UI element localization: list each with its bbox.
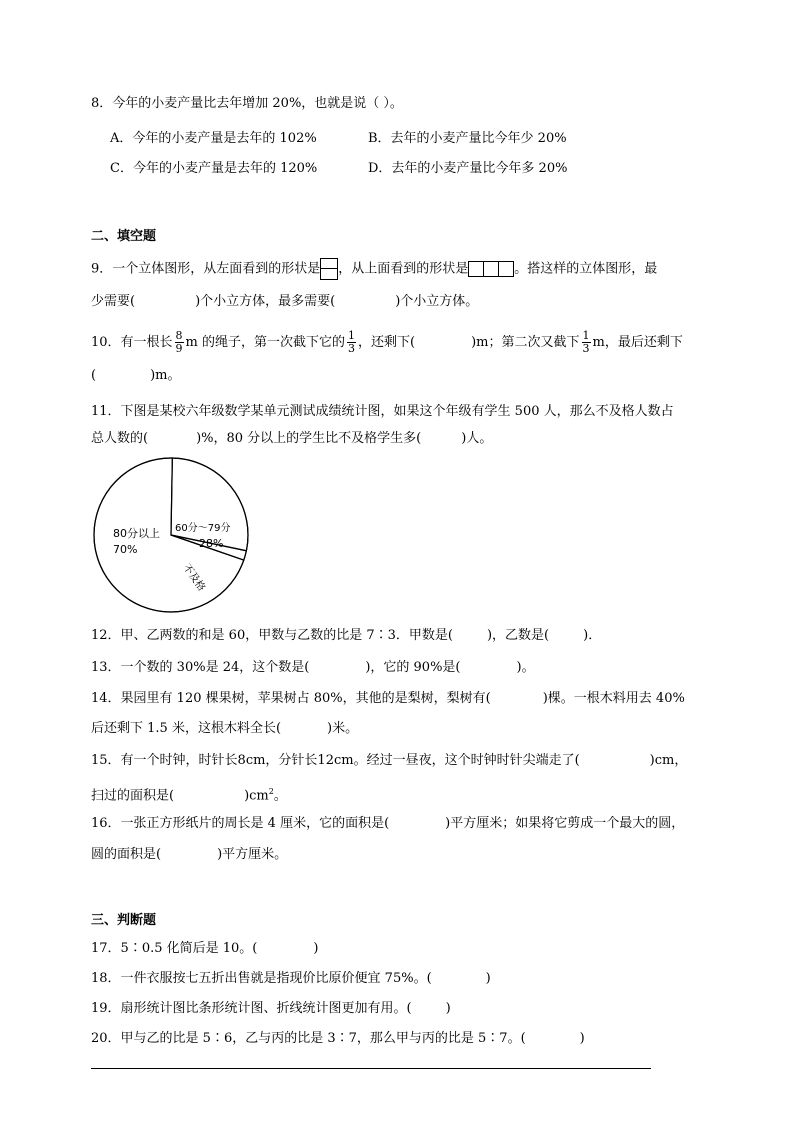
q16-line2-b: )平方厘米。 [217, 847, 288, 862]
q12-text-c: )． [583, 628, 602, 643]
q15-line1 [91, 752, 687, 770]
q20-text-b: ) [579, 1031, 585, 1046]
q15-sup: 2 [268, 787, 274, 796]
q10-text-e: m，最后还剩下 [592, 335, 683, 350]
q8-stem: 8．今年的小麦产量比去年增加 20%，也就是说（ ）。 [91, 96, 403, 111]
q9-text-c: 。搭这样的立体图形，最 [514, 261, 658, 277]
q13-text-b: )，它的 90%是( [365, 660, 461, 675]
bottom-rule [91, 1068, 651, 1069]
q14-line2-a: 后还剩下 1.5 米，这根木料全长( [91, 721, 282, 736]
q9-line2-b: )个小立方体，最多需要( [195, 294, 336, 309]
q15-text-b: )cm， [649, 753, 688, 768]
q10-line2-b: )m。 [150, 368, 181, 383]
q10-text-b: m 的绳子，第一次截下它的 [185, 335, 346, 350]
q17-line [91, 940, 318, 958]
q20-text-a: 20．甲与乙的比是 5∶6，乙与丙的比是 3∶7，那么甲与丙的比是 5∶7。( [91, 1031, 526, 1046]
q11-line2-c: )人。 [461, 431, 493, 446]
q10-text-c: ，还剩下( [358, 335, 416, 350]
q13-text-a: 13．一个数的 30%是 24，这个数是( [91, 660, 310, 675]
q9-line1 [91, 258, 657, 280]
top-view-shape-icon [468, 260, 514, 278]
q10-fraction-8-9: $\frac{8}{9}$ [175, 329, 183, 355]
q9-line2-c: )个小立方体。 [395, 294, 479, 309]
q15-line2-c: 。 [273, 788, 287, 804]
q17-text-a: 17．5∶0.5 化简后是 10。( [91, 941, 258, 956]
q18-text-b: ) [485, 971, 491, 986]
q16-line2 [91, 846, 287, 864]
q12-text-a: 12．甲、乙两数的和是 60，甲数与乙数的比是 7∶3．甲数是( [91, 628, 453, 643]
q9-text-a: 9．一个立体图形，从左面看到的形状是 [91, 261, 321, 277]
q16-text-a: 16．一张正方形纸片的周长是 4 厘米，它的面积是( [91, 816, 390, 831]
q10-line1 [91, 330, 683, 355]
q13-line [91, 659, 535, 677]
q10-fraction-1-3-a: $\frac{1}{3}$ [348, 329, 356, 355]
q18-text-a: 18．一件衣服按七五折出售就是指现价比原价便宜 75%。( [91, 971, 432, 986]
q14-text-a: 14．果园里有 120 棵果树，苹果树占 80%，其他的是梨树，梨树有( [91, 691, 491, 706]
q10-line2 [91, 367, 180, 385]
q12-line [91, 627, 601, 645]
q10-text-d: )m；第二次又截下 [471, 335, 580, 350]
section-fill-in-title: 二、填空题 [91, 229, 157, 244]
q15-line2-a: 扫过的面积是( [91, 788, 175, 804]
q11-line2 [91, 430, 492, 448]
score-pie-chart [91, 455, 251, 615]
slice-value-60-79: 28% [199, 537, 224, 550]
q20-line [91, 1030, 585, 1048]
slice-label-80-above: 80分以上 [113, 527, 160, 540]
q15-text-a: 15．有一个时钟，时针长8cm，分针长12cm。经过一昼夜，这个时钟时针尖端走了( [91, 753, 580, 768]
slice-label-fail: 不及格 [180, 562, 207, 594]
q11-line2-b: )%，80 分以上的学生比不及格学生多( [196, 431, 422, 446]
q9-text-b: ，从上面看到的形状是 [338, 261, 469, 277]
q11-line1: 11．下图是某校六年级数学某单元测试成绩统计图，如果这个年级有学生 500 人，那么不及格人数占 [91, 404, 674, 419]
q19-text-a: 19．扇形统计图比条形统计图、折线统计图更加有用。( [91, 1001, 412, 1016]
slice-label-60-79: 60分～79分 [175, 523, 231, 534]
q15-line2-b: )cm [244, 788, 269, 804]
q9-line2 [91, 293, 478, 311]
slice-value-80-above: 70% [113, 543, 138, 556]
q10-text-a: 10．有一根长 [91, 335, 173, 350]
q9-line2-a: 少需要( [91, 294, 136, 309]
q8-option-a: A．今年的小麦产量是去年的 102% [110, 131, 317, 146]
q16-text-b: )平方厘米；如果将它剪成一个最大的圆， [445, 816, 685, 831]
q13-text-c: )。 [516, 660, 535, 675]
q19-line [91, 1000, 451, 1018]
q16-line2-a: 圆的面积是( [91, 847, 162, 862]
q12-text-b: )，乙数是( [486, 628, 550, 643]
q14-line2 [91, 720, 358, 738]
q10-line2-a: ( [91, 368, 97, 383]
q19-text-b: ) [445, 1001, 451, 1016]
left-view-shape-icon [320, 258, 338, 280]
q16-line1 [91, 815, 684, 833]
q15-line2 [91, 783, 287, 805]
q11-line2-a: 总人数的( [91, 431, 149, 446]
q14-text-b: )棵。一根木料用去 40% [542, 691, 685, 706]
q8-option-b: B．去年的小麦产量比今年少 20% [368, 131, 567, 146]
q14-line2-b: )米。 [327, 721, 359, 736]
q8-option-d: D．去年的小麦产量比今年多 20% [368, 161, 568, 176]
q8-option-c: C．今年的小麦产量是去年的 120% [110, 161, 318, 176]
q18-line [91, 970, 491, 988]
q14-line1 [91, 690, 685, 708]
q10-fraction-1-3-b: $\frac{1}{3}$ [582, 329, 590, 355]
q17-text-b: ) [313, 941, 319, 956]
section-true-false-title: 三、判断题 [91, 913, 157, 928]
